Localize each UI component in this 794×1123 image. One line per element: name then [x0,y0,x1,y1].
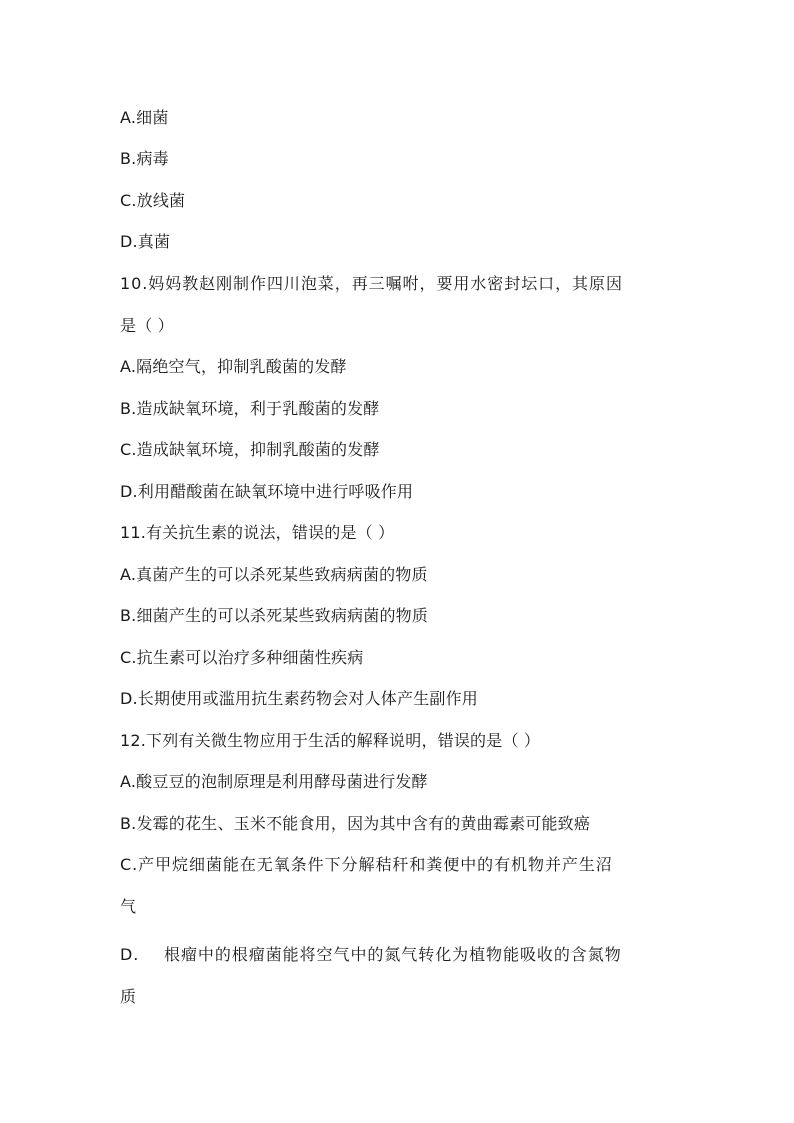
q9-option-b: B.病毒 [120,149,169,168]
q10-option-b: B.造成缺氧环境，利于乳酸菌的发酵 [120,399,380,418]
q12-option-d-prefix: D. [120,945,140,964]
q10-option-c: C.造成缺氧环境，抑制乳酸菌的发酵 [120,440,380,459]
q12-option-b: B.发霉的花生、玉米不能食用，因为其中含有的黄曲霉素可能致癌 [120,814,591,833]
q12-option-d-line2: 质 [120,987,137,1006]
q12-option-d-line1 [120,945,680,965]
q9-option-d: D.真菌 [120,232,171,251]
q12-option-d-text: 根瘤中的根瘤菌能将空气中的氮气转化为植物能吸收的含氮物 [164,945,622,964]
q10-stem-line1: 10.妈妈教赵刚制作四川泡菜，再三嘱咐，要用水密封坛口，其原因 [120,274,623,293]
q12-stem: 12.下列有关微生物应用于生活的解释说明，错误的是（ ） [120,731,541,750]
q12-option-c-line1: C.产甲烷细菌能在无氧条件下分解秸秆和粪便中的有机物并产生沼 [120,855,613,874]
q11-option-c: C.抗生素可以治疗多种细菌性疾病 [120,648,364,667]
q9-option-a: A.细菌 [120,108,169,127]
q11-stem: 11.有关抗生素的说法，错误的是（ ） [120,523,395,542]
q12-option-c-line2: 气 [120,897,137,916]
q11-option-b: B.细菌产生的可以杀死某些致病病菌的物质 [120,606,429,625]
q11-option-a: A.真菌产生的可以杀死某些致病病菌的物质 [120,565,428,584]
q11-option-d: D.长期使用或滥用抗生素药物会对人体产生副作用 [120,689,479,708]
q12-option-a: A.酸豆豆的泡制原理是利用酵母菌进行发酵 [120,772,428,791]
q10-stem-line2: 是（ ） [120,316,174,335]
q9-option-c: C.放线菌 [120,191,186,210]
q10-option-d: D.利用醋酸菌在缺氧环境中进行呼吸作用 [120,482,414,501]
q10-option-a: A.隔绝空气，抑制乳酸菌的发酵 [120,357,347,376]
